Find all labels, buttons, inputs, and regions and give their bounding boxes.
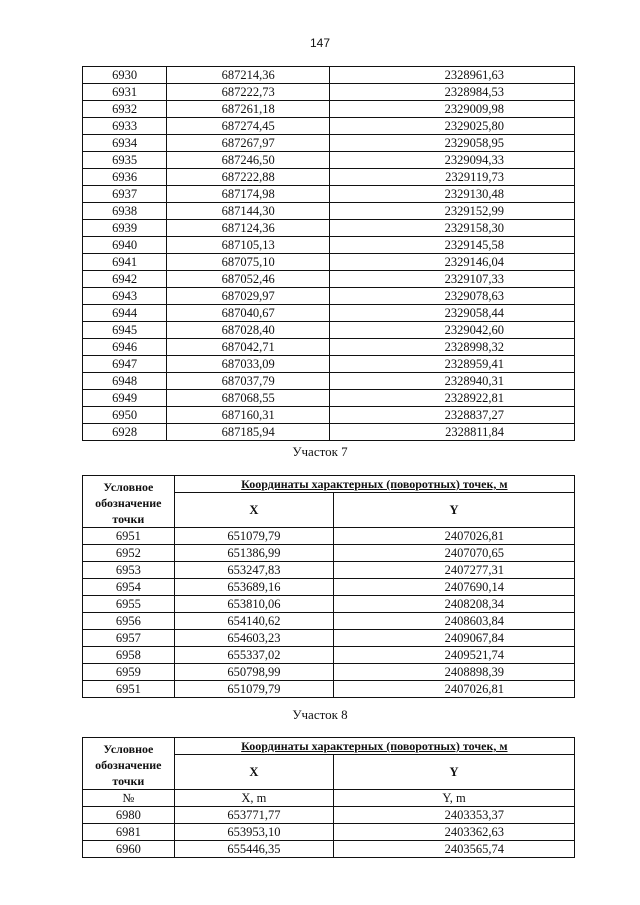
page-number: 147	[309, 36, 331, 50]
y-coordinate: 2407026,81	[334, 681, 575, 698]
header-coordinates: Координаты характерных (поворотных) точек, м	[174, 476, 574, 493]
y-coordinate: 2408603,84	[334, 613, 575, 630]
header-point-designation: Условное обозначение точки	[83, 738, 175, 790]
y-coordinate: 2329152,99	[330, 203, 575, 220]
y-coordinate: 2328922,81	[330, 390, 575, 407]
point-number: 6948	[83, 373, 167, 390]
point-number: 6932	[83, 101, 167, 118]
x-coordinate: 687267,97	[167, 135, 330, 152]
x-coordinate: 687052,46	[167, 271, 330, 288]
x-coordinate: 653771,77	[174, 807, 333, 824]
point-number: 6951	[83, 528, 175, 545]
table-row	[83, 203, 575, 220]
point-number: 6942	[83, 271, 167, 288]
point-number: 6951	[83, 681, 175, 698]
table-row	[83, 579, 575, 596]
y-coordinate: 2407070,65	[334, 545, 575, 562]
y-coordinate: 2329119,73	[330, 169, 575, 186]
point-number: 6930	[83, 67, 167, 84]
x-coordinate: 687040,67	[167, 305, 330, 322]
table-row	[83, 84, 575, 101]
x-coordinate: 687075,10	[167, 254, 330, 271]
table-row	[83, 254, 575, 271]
x-coordinate: 655337,02	[174, 647, 333, 664]
point-number: 6940	[83, 237, 167, 254]
table-row	[83, 545, 575, 562]
table-row	[83, 118, 575, 135]
x-coordinate: 687222,88	[167, 169, 330, 186]
point-number: 6958	[83, 647, 175, 664]
point-number: 6957	[83, 630, 175, 647]
x-coordinate: 687185,94	[167, 424, 330, 441]
point-number: 6943	[83, 288, 167, 305]
y-coordinate: 2403362,63	[334, 824, 575, 841]
units-number: №	[83, 790, 175, 807]
table-row	[83, 528, 575, 545]
table-row	[83, 807, 575, 824]
x-coordinate: 653247,83	[174, 562, 333, 579]
point-number: 6956	[83, 613, 175, 630]
table-row	[83, 135, 575, 152]
point-number: 6939	[83, 220, 167, 237]
table-row	[83, 237, 575, 254]
x-coordinate: 687246,50	[167, 152, 330, 169]
table-row	[83, 841, 575, 858]
table-row	[83, 373, 575, 390]
coordinates-table-body	[83, 528, 575, 698]
x-coordinate: 651079,79	[174, 681, 333, 698]
point-number: 6945	[83, 322, 167, 339]
x-coordinate: 654603,23	[174, 630, 333, 647]
table-row	[83, 596, 575, 613]
y-coordinate: 2329025,80	[330, 118, 575, 135]
y-coordinate: 2407690,14	[334, 579, 575, 596]
y-coordinate: 2328811,84	[330, 424, 575, 441]
table-row	[83, 169, 575, 186]
x-coordinate: 687222,73	[167, 84, 330, 101]
y-coordinate: 2409067,84	[334, 630, 575, 647]
y-coordinate: 2328984,53	[330, 84, 575, 101]
coordinates-table-section-8	[82, 737, 575, 858]
y-coordinate: 2329078,63	[330, 288, 575, 305]
table-row	[83, 824, 575, 841]
point-number: 6931	[83, 84, 167, 101]
point-number: 6981	[83, 824, 175, 841]
y-coordinate: 2329058,44	[330, 305, 575, 322]
y-coordinate: 2329158,30	[330, 220, 575, 237]
y-coordinate: 2329042,60	[330, 322, 575, 339]
x-coordinate: 687105,13	[167, 237, 330, 254]
y-coordinate: 2407277,31	[334, 562, 575, 579]
header-x: X	[174, 755, 333, 790]
x-coordinate: 653953,10	[174, 824, 333, 841]
table-row	[83, 288, 575, 305]
units-y: Y, m	[334, 790, 575, 807]
point-number: 6944	[83, 305, 167, 322]
x-coordinate: 653689,16	[174, 579, 333, 596]
y-coordinate: 2328940,31	[330, 373, 575, 390]
x-coordinate: 651386,99	[174, 545, 333, 562]
y-coordinate: 2403353,37	[334, 807, 575, 824]
y-coordinate: 2329130,48	[330, 186, 575, 203]
point-number: 6952	[83, 545, 175, 562]
table-row	[83, 407, 575, 424]
table-row	[83, 647, 575, 664]
table-row	[83, 630, 575, 647]
y-coordinate: 2328837,27	[330, 407, 575, 424]
point-number: 6941	[83, 254, 167, 271]
x-coordinate: 687144,30	[167, 203, 330, 220]
x-coordinate: 687033,09	[167, 356, 330, 373]
x-coordinate: 687124,36	[167, 220, 330, 237]
x-coordinate: 687174,98	[167, 186, 330, 203]
table-row	[83, 613, 575, 630]
header-y: Y	[334, 493, 575, 528]
y-coordinate: 2329009,98	[330, 101, 575, 118]
y-coordinate: 2329107,33	[330, 271, 575, 288]
header-point-designation: Условное обозначение точки	[83, 476, 175, 528]
x-coordinate: 651079,79	[174, 528, 333, 545]
x-coordinate: 687261,18	[167, 101, 330, 118]
point-number: 6928	[83, 424, 167, 441]
point-number: 6938	[83, 203, 167, 220]
table-row	[83, 305, 575, 322]
table-row	[83, 681, 575, 698]
y-coordinate: 2408208,34	[334, 596, 575, 613]
point-number: 6959	[83, 664, 175, 681]
point-number: 6980	[83, 807, 175, 824]
point-number: 6946	[83, 339, 167, 356]
x-coordinate: 650798,99	[174, 664, 333, 681]
table-row	[83, 67, 575, 84]
point-number: 6950	[83, 407, 167, 424]
table-row	[83, 271, 575, 288]
point-number: 6947	[83, 356, 167, 373]
coordinates-table-continued	[82, 66, 575, 441]
y-coordinate: 2329058,95	[330, 135, 575, 152]
y-coordinate: 2328959,41	[330, 356, 575, 373]
header-y: Y	[334, 755, 575, 790]
table-row	[83, 424, 575, 441]
coordinates-table-body	[83, 807, 575, 858]
point-number: 6953	[83, 562, 175, 579]
y-coordinate: 2329146,04	[330, 254, 575, 271]
table-row	[83, 101, 575, 118]
header-coordinates: Координаты характерных (поворотных) точек, м	[174, 738, 574, 755]
point-number: 6949	[83, 390, 167, 407]
units-x: X, m	[174, 790, 333, 807]
table-row	[83, 356, 575, 373]
y-coordinate: 2329094,33	[330, 152, 575, 169]
point-number: 6960	[83, 841, 175, 858]
y-coordinate: 2328998,32	[330, 339, 575, 356]
table-row	[83, 562, 575, 579]
x-coordinate: 687028,40	[167, 322, 330, 339]
coordinates-table-section-7	[82, 475, 575, 698]
table-row	[83, 220, 575, 237]
x-coordinate: 687274,45	[167, 118, 330, 135]
point-number: 6933	[83, 118, 167, 135]
section-title-7: Участок 7	[292, 444, 348, 459]
x-coordinate: 687068,55	[167, 390, 330, 407]
point-number: 6936	[83, 169, 167, 186]
table-row	[83, 390, 575, 407]
y-coordinate: 2328961,63	[330, 67, 575, 84]
x-coordinate: 687042,71	[167, 339, 330, 356]
y-coordinate: 2408898,39	[334, 664, 575, 681]
table-row	[83, 322, 575, 339]
y-coordinate: 2409521,74	[334, 647, 575, 664]
x-coordinate: 653810,06	[174, 596, 333, 613]
x-coordinate: 655446,35	[174, 841, 333, 858]
coordinates-table-body	[83, 67, 575, 441]
point-number: 6935	[83, 152, 167, 169]
x-coordinate: 654140,62	[174, 613, 333, 630]
table-row	[83, 186, 575, 203]
table-row	[83, 664, 575, 681]
y-coordinate: 2407026,81	[334, 528, 575, 545]
point-number: 6937	[83, 186, 167, 203]
header-x: X	[174, 493, 333, 528]
y-coordinate: 2403565,74	[334, 841, 575, 858]
point-number: 6955	[83, 596, 175, 613]
section-title-8: Участок 8	[292, 707, 348, 722]
y-coordinate: 2329145,58	[330, 237, 575, 254]
x-coordinate: 687160,31	[167, 407, 330, 424]
x-coordinate: 687029,97	[167, 288, 330, 305]
table-row	[83, 339, 575, 356]
point-number: 6934	[83, 135, 167, 152]
x-coordinate: 687214,36	[167, 67, 330, 84]
table-row	[83, 152, 575, 169]
point-number: 6954	[83, 579, 175, 596]
x-coordinate: 687037,79	[167, 373, 330, 390]
